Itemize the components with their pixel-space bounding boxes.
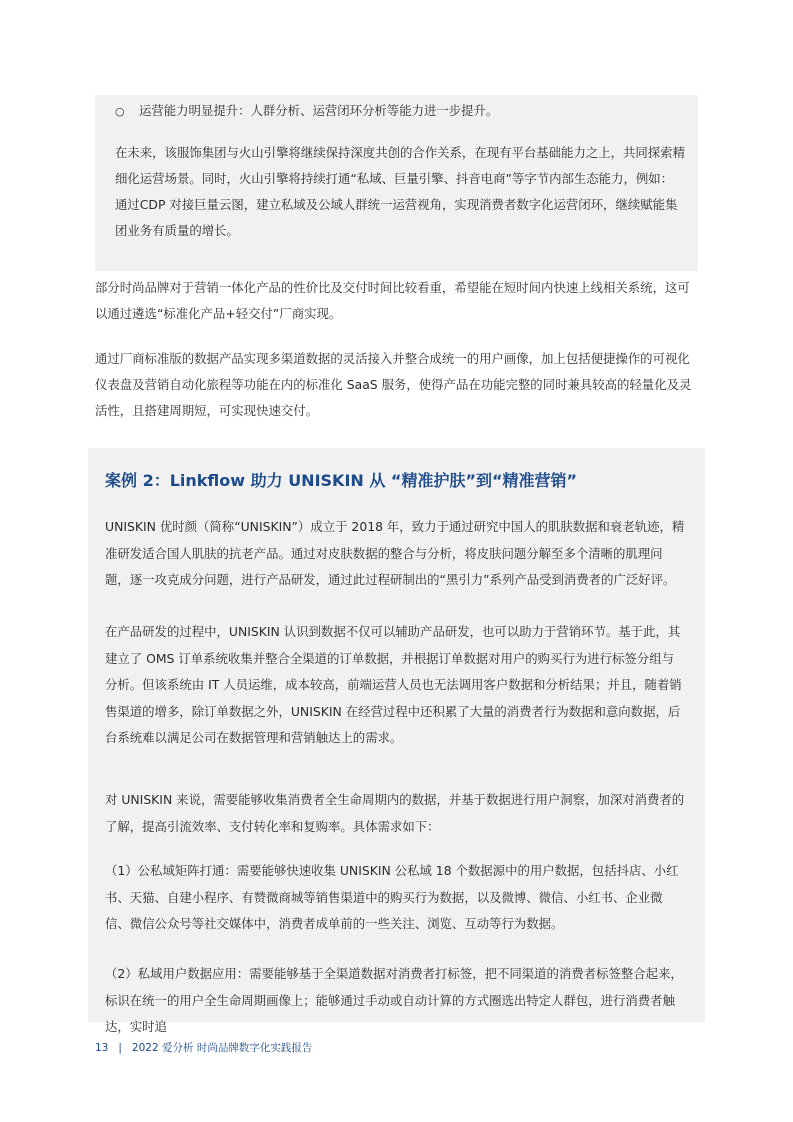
case-study-title: 案例 2：Linkflow 助力 UNISKIN 从 “精准护肤”到“精准营销” <box>105 471 577 490</box>
body-paragraph-1: 部分时尚品牌对于营销一体化产品的性价比及交付时间比较看重，希望能在短时间内快速上线相关系统，这可以通过遴选“标准化产品+轻交付”厂商实现。 <box>95 280 690 321</box>
bullet-text: 运营能力明显提升：人群分析、运营闭环分析等能力进一步提升。 <box>139 103 499 118</box>
case-paragraph-3: 对 UNISKIN 来说，需要能够收集消费者全生命周期内的数据，并基于数据进行用户洞察，加深对消费者的了解，提高引流效率、支付转化率和复购率。具体需求如下： <box>105 792 685 834</box>
footer-title: 2022 爱分析 时尚品牌数字化实践报告 <box>131 1042 313 1054</box>
case-paragraph-1: UNISKIN 优时颜（简称“UNISKIN”）成立于 2018 年，致力于通过研究中国人的肌肤数据和衰老轨迹，精准研发适合国人肌肤的抗老产品。通过对皮肤数据的整合与分析，将皮肤问题分解至多个清晰的肌理问题，逐一攻克成分问题，进行产品研发，通过此过程研制出的“黑引力”系列产品受到消费者的广泛好评。 <box>105 519 685 587</box>
bullet-item <box>115 100 685 123</box>
page-footer <box>95 1040 312 1055</box>
page-number: 13 <box>95 1042 109 1054</box>
top-box-paragraph: 在未来，该服饰集团与火山引擎将继续保持深度共创的合作关系，在现有平台基础能力之上，共同探索精细化运营场景。同时，火山引擎将持续打通“私域、巨量引擎、抖音电商”等字节内部生态能力，例如：通过CDP 对接巨量云图，建立私域及公域人群统一运营视角，实现消费者数字化运营闭环，继续赋能集团业务有质量的增长。 <box>115 145 685 238</box>
bullet-circle-icon: ○ <box>115 105 125 118</box>
case-paragraph-4: （1）公私域矩阵打通：需要能够快速收集 UNISKIN 公私域 18 个数据源中的用户数据，包括抖店、小红书、天猫、自建小程序、有赞微商城等销售渠道中的购买行为数据，以及微博、微信、小红书、企业微信、微信公众号等社交媒体中，消费者成单前的一些关注、浏览、互动等行为数据。 <box>105 863 679 931</box>
case-paragraph-2: 在产品研发的过程中，UNISKIN 认识到数据不仅可以辅助产品研发，也可以助力于营销环节。基于此，其建立了 OMS 订单系统收集并整合全渠道的订单数据，并根据订单数据对用户的购买行为进行标签分组与分析。但该系统由 IT 人员运维，成本较高，前端运营人员也无法调用客户数据和分析结果；并且，随着销售渠道的增多，除订单数据之外，UNISKIN 在经营过程中还积累了大量的消费者行为数据和意向数据，后台系统难以满足公司在数据管理和营销触达上的需求。 <box>105 624 682 745</box>
footer-separator: | <box>118 1042 122 1054</box>
case-paragraph-5: （2）私域用户数据应用：需要能够基于全渠道数据对消费者打标签，把不同渠道的消费者标签整合起来，标识在统一的用户全生命周期画像上；能够通过手动或自动计算的方式圈选出特定人群包，进行消费者触达，实时追 <box>105 966 683 1034</box>
body-paragraph-2: 通过厂商标准版的数据产品实现多渠道数据的灵活接入并整合成统一的用户画像，加上包括便捷操作的可视化仪表盘及营销自动化旅程等功能在内的标准化 SaaS 服务，使得产品在功能完整的同时兼具较高的轻量化及灵活性，且搭建周期短，可实现快速交付。 <box>95 351 692 418</box>
